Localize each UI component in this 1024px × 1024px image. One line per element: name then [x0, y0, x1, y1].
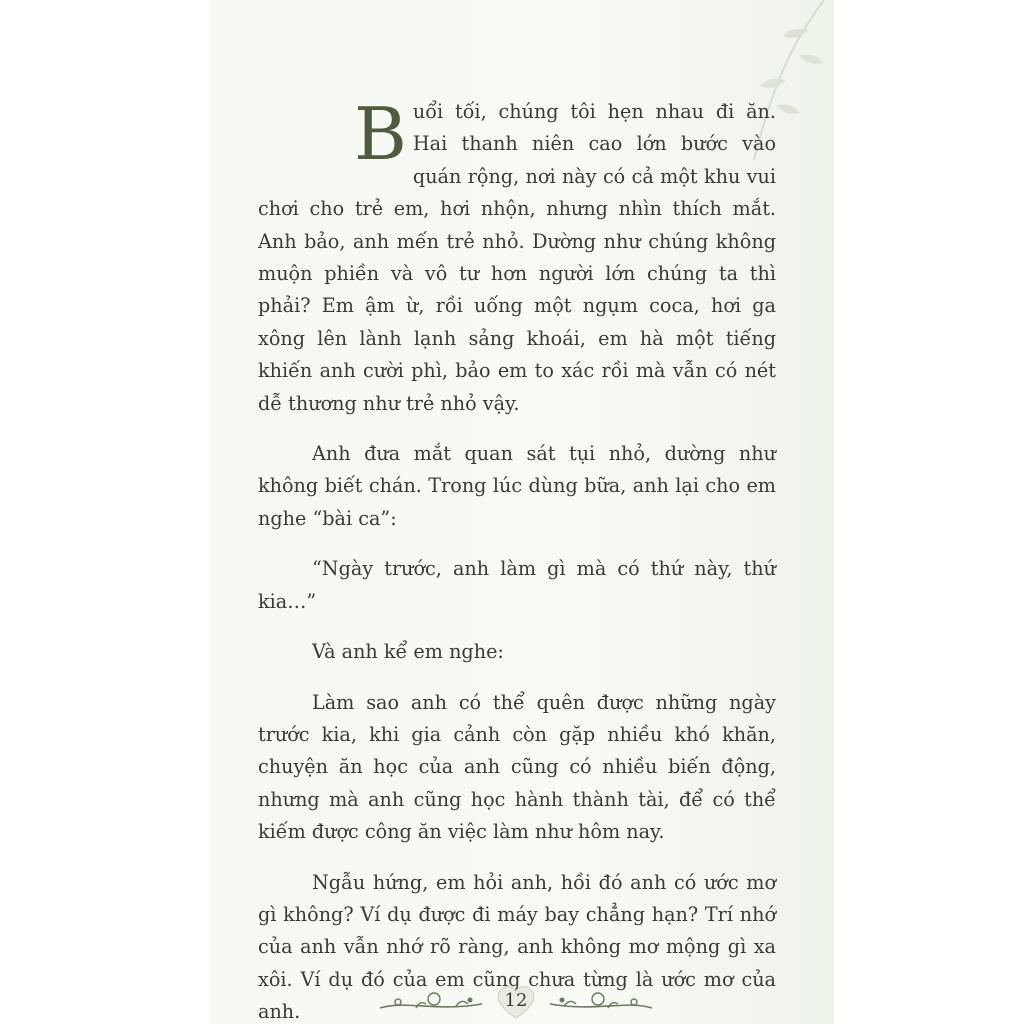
page-number: 12 — [504, 990, 528, 1011]
paragraph: “Ngày trước, anh làm gì mà có thứ này, thứ kia…” — [258, 557, 776, 613]
paragraph — [258, 92, 776, 420]
paragraph: Ngẫu hứng, em hỏi anh, hồi đó anh có ước mơ gì không? Ví dụ được đi máy bay chẳng hạn? Trí nhớ của anh vẫn nhớ rõ ràng, anh không mơ mộng gì xa xôi. Ví dụ đó của em cũng chưa từng là ước mơ của anh. — [258, 870, 776, 1024]
page-footer — [376, 984, 656, 1020]
paragraph: Làm sao anh có thể quên được những ngày trước kia, khi gia cảnh còn gặp nhiều khó khăn, chuyện ăn học của anh cũng có nhiều biến động, nhưng mà anh cũng học hành thành tài, để có thể kiếm được công ăn việc làm như hôm nay. — [258, 690, 776, 844]
body-text — [258, 92, 776, 1024]
paragraph: Anh đưa mắt quan sát tụi nhỏ, dường như không biết chán. Trong lúc dùng bữa, anh lại cho em nghe “bài ca”: — [258, 442, 776, 530]
paragraph: Và anh kể em nghe: — [312, 640, 504, 664]
drop-cap: B — [354, 92, 407, 176]
vine-ornament-left-icon — [376, 990, 486, 1016]
vine-ornament-right-icon — [546, 990, 656, 1016]
paragraph-text: uổi tối, chúng tôi hẹn nhau đi ăn. Hai thanh niên cao lớn bước vào quán rộng, nơi này có cả một khu vui chơi cho trẻ em, hơi nhộn, nhưng nhìn thích mắt. Anh bảo, anh mến trẻ nhỏ. Dường như chúng không muộn phiền và vô tư hơn người lớn chúng ta thì phải? Em ậm ừ, rồi uống một ngụm coca, hơi ga xông lên lành lạnh sảng khoái, em hà một tiếng khiến anh cười phì, bảo em to xác rồi mà vẫn có nét dễ thương như trẻ nhỏ vậy. — [258, 100, 776, 415]
page-number-badge — [494, 984, 538, 1020]
